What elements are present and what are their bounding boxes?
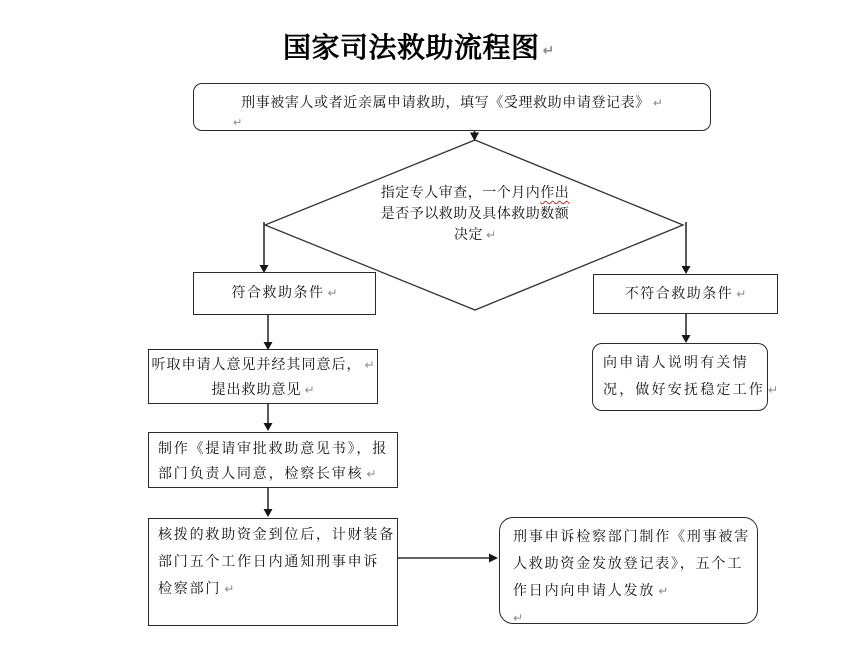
issue-text-line2: 人救助资金发放登记表》，五个工: [513, 557, 743, 572]
arrow-review-to-eligible: [260, 222, 269, 273]
page-title-text: 国家司法救助流程图: [283, 33, 540, 64]
pilcrow-mark-icon: ↵: [658, 584, 669, 598]
flow-node-not-eligible: [593, 274, 778, 314]
explain-text-line1: 向申请人说明有关情: [603, 356, 749, 371]
arrow-funds-to-issue: [396, 554, 498, 563]
funds-text-line1: 核拨的救助资金到位后，计财装备: [158, 528, 395, 543]
flow-node-funds: [148, 518, 398, 626]
flow-node-issue: [499, 517, 758, 624]
flow-node-explain: [592, 343, 779, 411]
pilcrow-mark-icon: ↵: [366, 467, 377, 481]
page-title: [283, 26, 554, 66]
flow-node-listen: [148, 349, 378, 404]
listen-text-line2: 提出救助意见: [211, 383, 302, 398]
pilcrow-mark-icon: ↵: [327, 286, 338, 300]
review-text-line2: 是否予以救助及具体救助数额: [380, 207, 570, 222]
listen-text-line1: 听取申请人意见并经其同意后，: [151, 358, 362, 373]
arrow-listen-to-draft: [264, 403, 273, 431]
review-text-line1: 指定专人审查，一个月内: [380, 186, 541, 201]
pilcrow-mark-icon: ↵: [485, 228, 497, 242]
apply-text: 刑事被害人或者近亲属申请救助，填写《受理救助申请登记表》: [241, 96, 650, 111]
explain-text-line2: 况，做好安抚稳定工作: [603, 383, 765, 398]
flow-node-review-text: [350, 183, 600, 246]
pilcrow-mark-icon: ↵: [224, 582, 235, 596]
pilcrow-mark-icon: ↵: [364, 358, 375, 372]
issue-text-line3: 作日内向申请人发放: [513, 584, 656, 599]
pilcrow-mark-icon: ↵: [768, 383, 779, 397]
arrow-not-eligible-to-explain: [682, 313, 691, 343]
pilcrow-mark-icon: ↵: [513, 611, 524, 625]
funds-text-line3: 检察部门: [158, 582, 222, 597]
pilcrow-mark-icon: ↵: [304, 383, 315, 397]
arrow-draft-to-funds: [264, 487, 273, 517]
pilcrow-mark-icon: ↵: [736, 286, 747, 301]
pilcrow-mark-icon: ↵: [542, 43, 555, 59]
not-eligible-text: 不符合救助条件: [624, 286, 734, 302]
review-text-line3: 决定: [453, 228, 483, 243]
issue-text-line1: 刑事申诉检察部门制作《刑事被害: [513, 530, 750, 545]
funds-text-line2: 部门五个工作日内通知刑事申诉: [158, 554, 380, 570]
eligible-text: 符合救助条件: [231, 286, 325, 301]
draft-text-line1: 制作《提请审批救助意见书》，报: [158, 442, 388, 457]
arrow-eligible-to-listen: [264, 314, 273, 350]
flow-node-apply: [193, 83, 711, 131]
pilcrow-mark-icon: ↵: [652, 96, 663, 110]
flow-node-eligible: [193, 272, 376, 315]
arrow-review-to-not-eligible: [682, 222, 691, 274]
spellcheck-underline: 作出: [540, 186, 570, 201]
pilcrow-mark-icon: ↵: [233, 116, 243, 129]
flow-node-draft: [148, 432, 398, 488]
draft-text-line2: 部门负责人同意，检察长审核: [158, 467, 364, 482]
